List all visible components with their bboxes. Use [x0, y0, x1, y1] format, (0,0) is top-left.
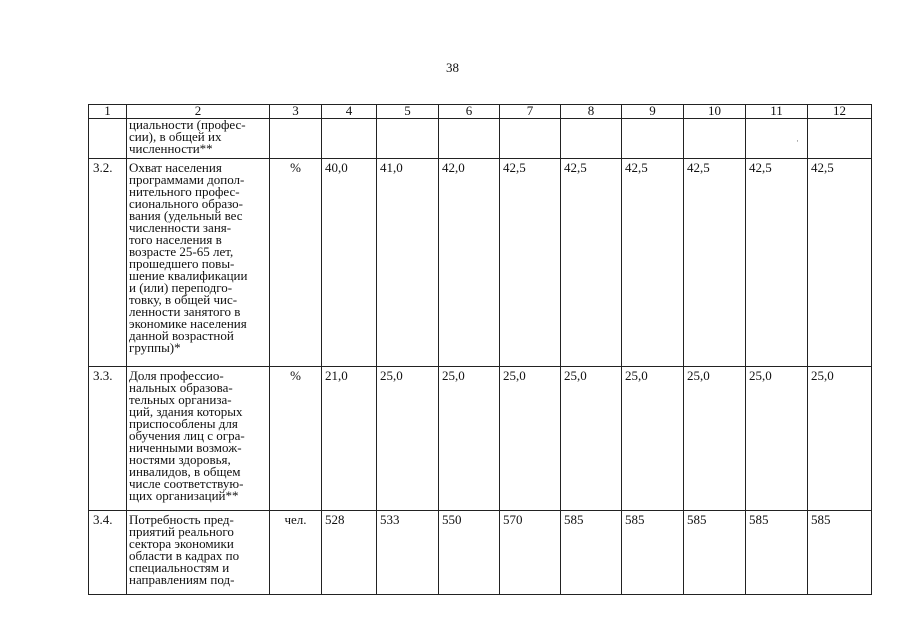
value-cell: 585 [684, 511, 746, 595]
column-header: 2 [127, 105, 270, 119]
unit-cell: % [270, 159, 322, 367]
indicator-name: циальности (профес- сии), в общей их численности** [127, 119, 270, 159]
value-cell: 25,0 [684, 367, 746, 511]
column-header: 3 [270, 105, 322, 119]
column-header: 4 [322, 105, 377, 119]
unit-cell [270, 119, 322, 159]
column-header: 5 [377, 105, 439, 119]
value-cell: 25,0 [622, 367, 684, 511]
table-body [89, 119, 872, 595]
unit-cell: чел. [270, 511, 322, 595]
table-row [89, 119, 872, 159]
value-cell [808, 119, 872, 159]
table-row [89, 511, 872, 595]
page-number: 38 [446, 60, 459, 75]
value-cell [377, 119, 439, 159]
value-cell [500, 119, 561, 159]
column-header: 7 [500, 105, 561, 119]
value-cell: 42,5 [808, 159, 872, 367]
value-cell: 41,0 [377, 159, 439, 367]
value-cell: 585 [746, 511, 808, 595]
value-cell: 25,0 [808, 367, 872, 511]
value-cell [622, 119, 684, 159]
indicator-name: Доля профессио- нальных образова- тельных организа- ций, здания которых приспособлены для обучения лиц с огра- ниченными возмож- ностями здоровья, инвалидов, в общем числе соответствую- щих организаций** [127, 367, 270, 511]
value-cell: 42,5 [746, 159, 808, 367]
stray-mark: · [796, 136, 799, 146]
value-cell: 25,0 [500, 367, 561, 511]
value-cell: 585 [622, 511, 684, 595]
column-header: 9 [622, 105, 684, 119]
value-cell: 42,5 [500, 159, 561, 367]
value-cell: 550 [439, 511, 500, 595]
value-cell [439, 119, 500, 159]
indicator-name: Потребность пред- приятий реального сектора экономики области в кадрах по специальностям и направлениям под- [127, 511, 270, 595]
column-header: 6 [439, 105, 500, 119]
indicator-name: Охват населения программами допол- нительного профес- сионального образо- вания (удельный вес численности заня- того населения в возрасте 25-65 лет, прошедшего повы- шение квалификации и (или) переподго- товку, в общей чис- ленности занятого в экономике населения данной возрастной группы)* [127, 159, 270, 367]
value-cell: 533 [377, 511, 439, 595]
value-cell: 570 [500, 511, 561, 595]
row-number: 3.3. [89, 367, 127, 511]
table-header-row [89, 105, 872, 119]
row-number [89, 119, 127, 159]
column-header: 1 [89, 105, 127, 119]
value-cell: 42,5 [622, 159, 684, 367]
indicators-table [88, 104, 872, 595]
row-number: 3.2. [89, 159, 127, 367]
value-cell: 25,0 [439, 367, 500, 511]
column-header: 8 [561, 105, 622, 119]
value-cell: 42,5 [561, 159, 622, 367]
value-cell: 25,0 [377, 367, 439, 511]
unit-cell: % [270, 367, 322, 511]
value-cell [684, 119, 746, 159]
value-cell [322, 119, 377, 159]
table-row [89, 367, 872, 511]
table-row [89, 159, 872, 367]
value-cell: 42,5 [684, 159, 746, 367]
column-header: 10 [684, 105, 746, 119]
value-cell: 25,0 [746, 367, 808, 511]
value-cell [746, 119, 808, 159]
value-cell: 40,0 [322, 159, 377, 367]
column-header: 11 [746, 105, 808, 119]
value-cell: 585 [808, 511, 872, 595]
value-cell [561, 119, 622, 159]
value-cell: 42,0 [439, 159, 500, 367]
column-header: 12 [808, 105, 872, 119]
value-cell: 528 [322, 511, 377, 595]
value-cell: 21,0 [322, 367, 377, 511]
value-cell: 585 [561, 511, 622, 595]
row-number: 3.4. [89, 511, 127, 595]
value-cell: 25,0 [561, 367, 622, 511]
